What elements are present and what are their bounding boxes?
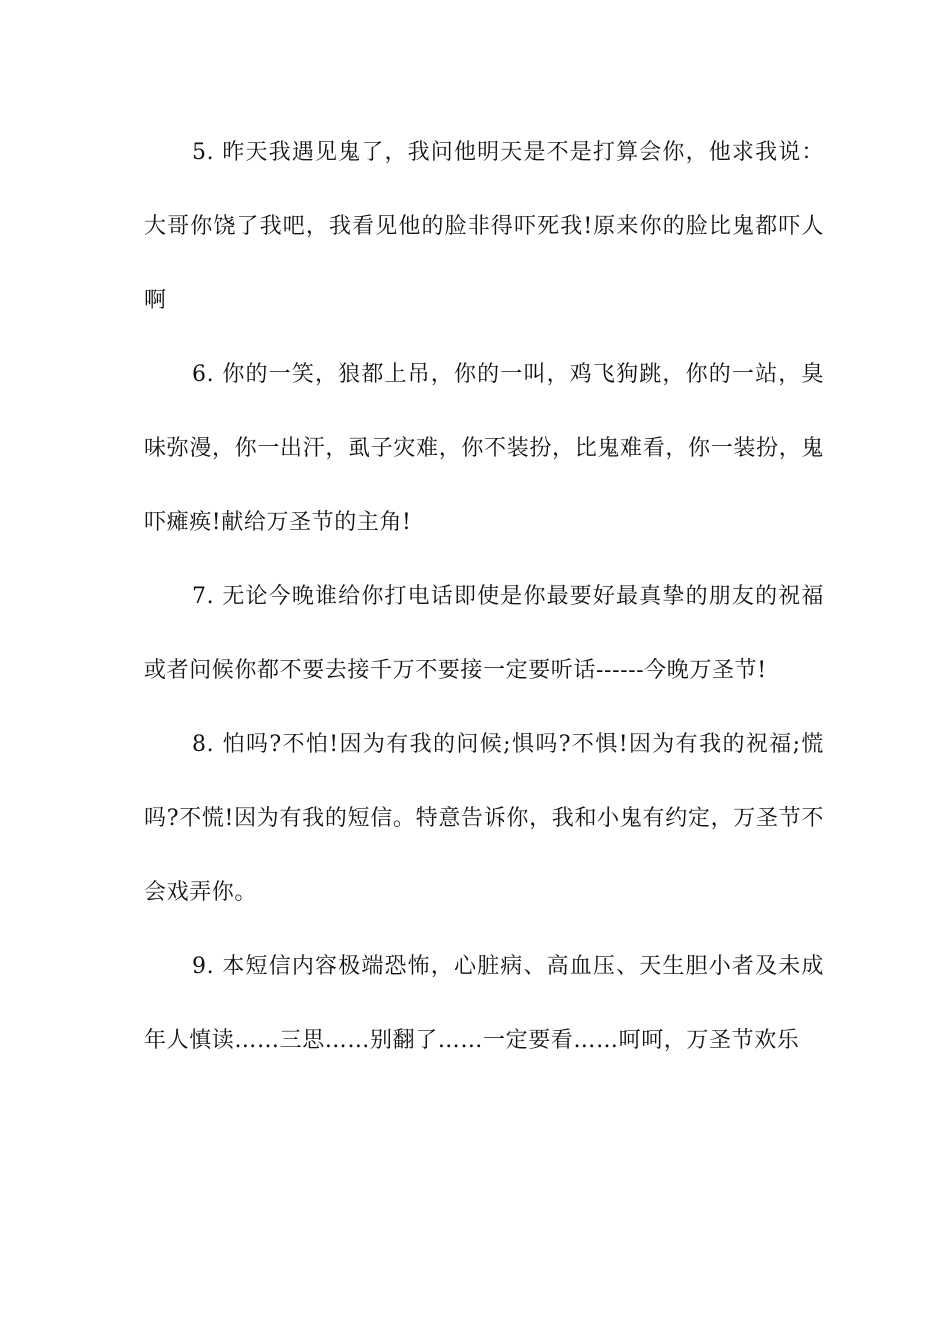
paragraph-6: 6. 你的一笑，狼都上吊，你的一叫，鸡飞狗跳，你的一站，臭味弥漫，你一出汗，虱子灾难，你不装扮，比鬼难看，你一装扮，鬼吓瘫痪!献给万圣节的主角! — [144, 362, 824, 535]
paragraph-5: 5. 昨天我遇见鬼了，我问他明天是不是打算会你，他求我说：大哥你饶了我吧，我看见他的脸非得吓死我!原来你的脸比鬼都吓人啊 — [144, 140, 824, 313]
paragraph-8: 8. 怕吗?不怕!因为有我的问候;惧吗?不惧!因为有我的祝福;慌吗?不慌!因为有我的短信。特意告诉你，我和小鬼有约定，万圣节不会戏弄你。 — [144, 732, 824, 905]
document-body — [144, 116, 824, 1078]
paragraph-7: 7. 无论今晚谁给你打电话即使是你最要好最真挚的朋友的祝福或者问候你都不要去接千万不要接一定要听话------今晚万圣节! — [144, 584, 824, 683]
paragraph-9: 9. 本短信内容极端恐怖，心脏病、高血压、天生胆小者及未成年人慎读……三思……别翻了……一定要看……呵呵，万圣节欢乐 — [144, 954, 824, 1053]
